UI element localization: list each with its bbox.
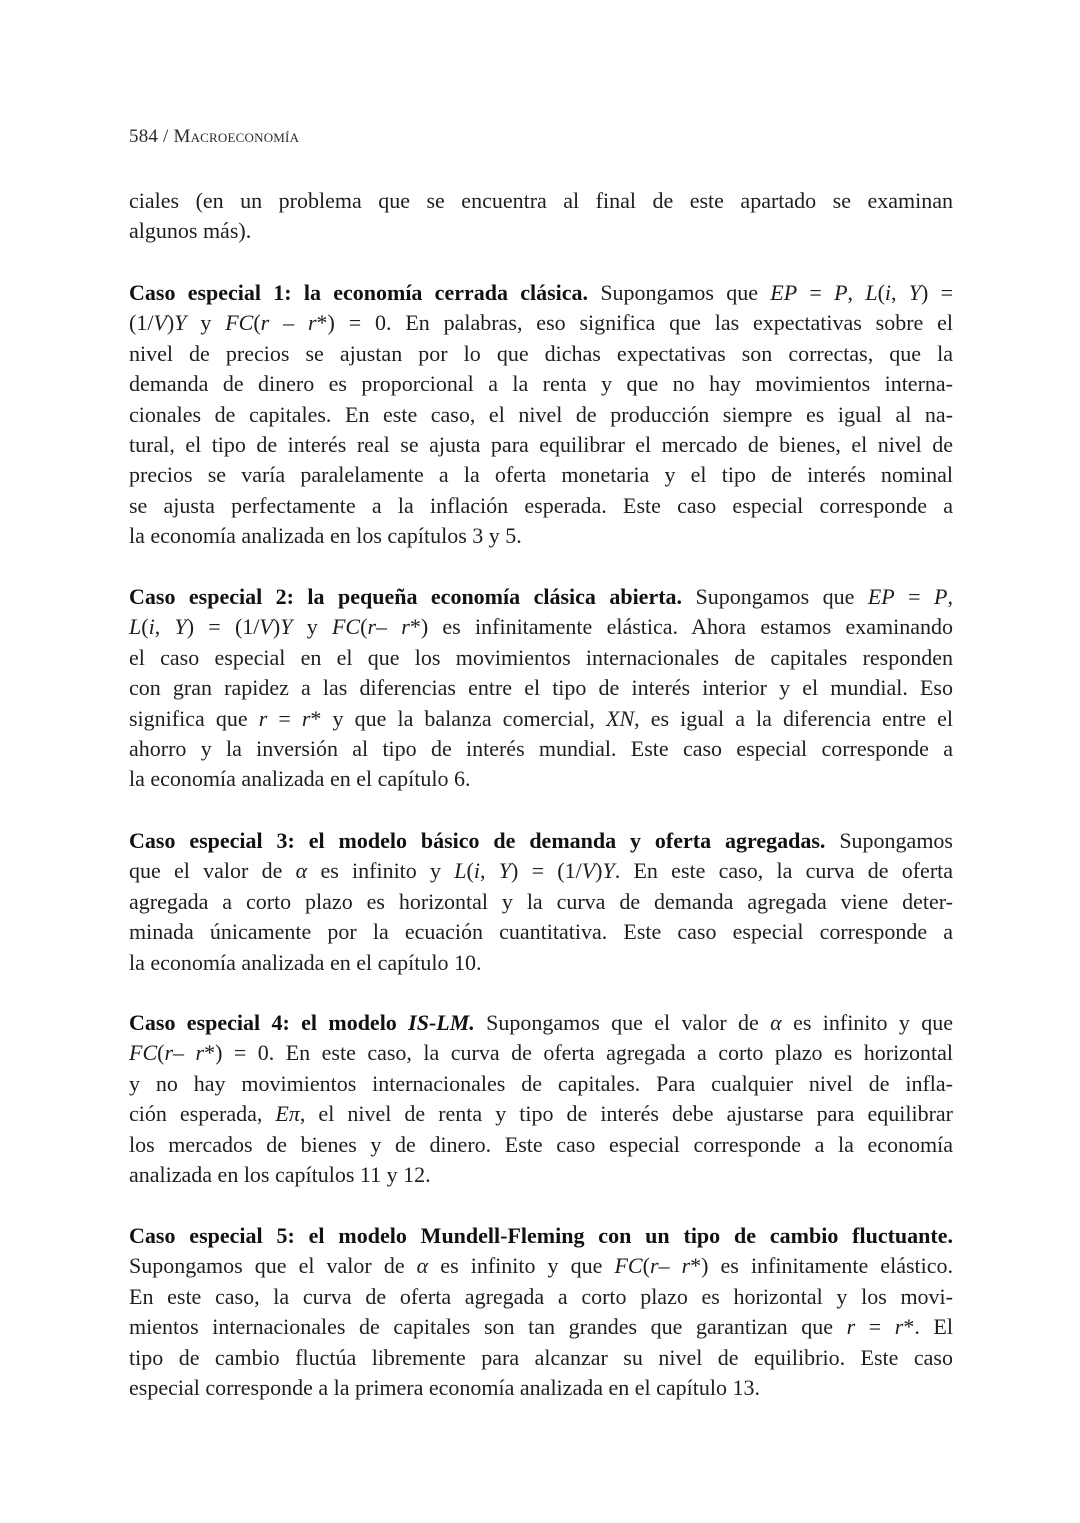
- text-run: *. El: [903, 1314, 953, 1340]
- text-run: (: [360, 614, 368, 640]
- math-symbol: P: [934, 584, 948, 609]
- text-run: ): [595, 858, 603, 884]
- text-run: se ajusta perfectamente a la inflación esperada. Este caso especial corresponde a: [129, 492, 953, 518]
- text-line: [129, 460, 953, 490]
- text-line: [129, 1130, 953, 1160]
- text-line: [129, 612, 953, 642]
- text-run: (: [157, 1040, 165, 1066]
- text-run: –: [269, 310, 308, 336]
- text-run: y: [292, 614, 332, 640]
- text-run: ,: [847, 280, 866, 305]
- text-run: =: [855, 1314, 895, 1340]
- text-line: [129, 734, 953, 764]
- case-heading: Caso especial 5: el modelo Mundell-Fleming con un tipo de cambio fluctuante.: [129, 1223, 953, 1248]
- math-symbol: r: [367, 614, 376, 640]
- case-heading: Caso especial 3: el modelo básico de demanda y oferta agregadas.: [129, 828, 826, 853]
- text-run: (: [642, 1253, 650, 1279]
- text-run: ): [272, 614, 281, 640]
- case-heading: Caso especial 2: la pequeña economía clásica abierta.: [129, 584, 683, 609]
- text-run: ,: [154, 614, 175, 640]
- text-run: la economía analizada en el capítulo 6.: [129, 766, 471, 792]
- text-run: analizada en los capítulos 11 y 12.: [129, 1161, 431, 1187]
- text-line: [129, 887, 953, 917]
- math-symbol: Eπ: [275, 1101, 300, 1127]
- math-symbol: α: [295, 858, 308, 884]
- text-run: –: [376, 614, 402, 640]
- text-run: precios se varía paralelamente a la oferta monetaria y el tipo de interés nominal: [129, 462, 953, 488]
- math-symbol: i: [884, 280, 892, 305]
- text-run: –: [658, 1253, 682, 1279]
- text-line: [129, 339, 953, 369]
- text-line: [129, 764, 953, 794]
- math-symbol: Y: [174, 614, 187, 640]
- math-symbol: r: [195, 1040, 205, 1066]
- math-symbol: Y: [908, 280, 922, 305]
- text-line: [129, 673, 953, 703]
- text-run: la economía analizada en el capítulo 10.: [129, 949, 482, 975]
- text-run: agregada a corto plazo es horizontal y la curva de demanda agregada viene deter-: [129, 888, 953, 914]
- text-line: [129, 400, 953, 430]
- text-line: [129, 1343, 953, 1373]
- text-run: con gran rapidez a las diferencias entre el tipo de interés interior y el mundial. Eso: [129, 675, 953, 701]
- math-symbol: α: [770, 1010, 782, 1035]
- text-line: [129, 308, 953, 338]
- text-run: ,: [891, 280, 909, 305]
- text-line: [129, 1373, 953, 1403]
- math-symbol: FC: [225, 310, 254, 336]
- text-run: ) = (1/: [186, 614, 260, 640]
- text-line: [129, 582, 953, 612]
- math-symbol: r: [681, 1253, 691, 1279]
- math-symbol: r: [649, 1253, 659, 1279]
- text-run: (1/: [129, 310, 154, 336]
- text-run: y: [186, 310, 226, 336]
- text-run: * y que la balanza comercial,: [310, 705, 606, 731]
- text-run: mientos internacionales de capitales son tan grandes que garantizan que: [129, 1314, 847, 1340]
- text-run: En este caso, la curva de oferta agregada a corto plazo es horizontal y los movi-: [129, 1283, 953, 1309]
- text-run: Supongamos que: [588, 280, 771, 305]
- math-symbol: r: [401, 614, 410, 640]
- text-line: [129, 704, 953, 734]
- text-run: , es igual a la diferencia entre el: [634, 705, 953, 731]
- text-run: *) es infinitamente elástica. Ahora estamos examinando: [409, 614, 953, 640]
- text-run: algunos más).: [129, 218, 252, 244]
- text-line: [129, 1099, 953, 1129]
- book-title: Macroeconomía: [173, 126, 300, 147]
- text-run: ) =: [921, 280, 954, 305]
- text-run: nivel de precios se ajustan por lo que dichas expectativas son correctas, que la: [129, 340, 953, 366]
- text-run: es infinito y: [307, 858, 455, 884]
- text-run: la economía analizada en los capítulos 3 y 5.: [129, 523, 522, 549]
- text-line: [129, 491, 953, 521]
- text-line: [129, 1251, 953, 1281]
- math-symbol: r: [258, 705, 268, 731]
- text-line: [129, 186, 953, 216]
- text-run: demanda de dinero es proporcional a la renta y que no hay movimientos interna-: [129, 371, 953, 397]
- text-run: –: [173, 1040, 196, 1066]
- text-run: significa que: [129, 705, 259, 731]
- header-separator: /: [158, 126, 174, 147]
- text-line: [129, 216, 953, 246]
- text-run: que el valor de: [129, 858, 296, 884]
- text-line: [129, 1160, 953, 1190]
- text-line: [129, 643, 953, 673]
- math-symbol: Y: [280, 614, 293, 640]
- text-run: *) = 0. En palabras, eso significa que las expectativas sobre el: [316, 310, 954, 336]
- text-run: ): [166, 310, 175, 336]
- math-symbol: L: [129, 614, 142, 640]
- math-symbol: EP: [867, 584, 895, 609]
- text-line: [129, 521, 953, 551]
- paragraph-caso-3: [129, 826, 953, 978]
- text-line: [129, 430, 953, 460]
- text-run: tipo de cambio fluctúa libremente para alcanzar su nivel de equilibrio. Este caso: [129, 1344, 953, 1370]
- case-heading: IS-LM.: [408, 1010, 475, 1035]
- math-symbol: i: [473, 858, 480, 884]
- text-run: (: [253, 310, 261, 336]
- text-run: cionales de capitales. En este caso, el nivel de producción siempre es igual al na-: [129, 401, 953, 427]
- text-line: [129, 1038, 953, 1068]
- math-symbol: r: [894, 1314, 904, 1340]
- math-symbol: α: [416, 1253, 429, 1279]
- text-run: =: [797, 280, 835, 305]
- paragraph-caso-4: [129, 1008, 953, 1190]
- running-header: [129, 126, 299, 148]
- text-line: [129, 1221, 953, 1251]
- text-run: es infinito y que: [781, 1010, 953, 1035]
- case-heading: Caso especial 1: la economía cerrada clásica.: [129, 280, 589, 305]
- math-symbol: FC: [129, 1040, 158, 1066]
- text-run: Supongamos: [825, 828, 953, 853]
- text-run: =: [267, 705, 302, 731]
- text-run: especial corresponde a la primera economía analizada en el capítulo 13.: [129, 1374, 760, 1400]
- case-heading: Caso especial 4: el modelo: [129, 1010, 409, 1035]
- text-run: tural, el tipo de interés real se ajusta para equilibrar el mercado de bienes, el nivel de: [129, 431, 953, 457]
- text-run: Supongamos que el valor de: [474, 1010, 771, 1035]
- math-symbol: XN: [606, 705, 635, 731]
- text-run: Supongamos que: [682, 584, 868, 609]
- text-run: *) es infinitamente elástico.: [690, 1253, 954, 1279]
- paragraph-caso-5: [129, 1221, 953, 1403]
- math-symbol: Y: [174, 310, 187, 336]
- text-line: [129, 1008, 953, 1038]
- math-symbol: Y: [498, 858, 512, 884]
- math-symbol: r: [164, 1040, 174, 1066]
- math-symbol: i: [148, 614, 155, 640]
- text-run: ) = (1/: [511, 858, 582, 884]
- text-line: [129, 1312, 953, 1342]
- text-run: los mercados de bienes y de dinero. Este caso especial corresponde a la economía: [129, 1131, 953, 1157]
- text-run: ahorro y la inversión al tipo de interés mundial. Este caso especial corresponde a: [129, 735, 953, 761]
- paragraph-caso-2: [129, 582, 953, 795]
- text-run: *) = 0. En este caso, la curva de oferta agregada a corto plazo es horizontal: [204, 1040, 953, 1066]
- math-symbol: P: [834, 280, 848, 305]
- text-line: [129, 917, 953, 947]
- text-run: es infinito y que: [428, 1253, 615, 1279]
- text-run: (: [466, 858, 474, 884]
- paragraph-intro: [129, 186, 953, 247]
- text-run: ,: [480, 858, 499, 884]
- text-line: [129, 826, 953, 856]
- math-symbol: r: [846, 1314, 856, 1340]
- paragraph-caso-1: [129, 278, 953, 552]
- math-symbol: V: [153, 310, 167, 336]
- math-symbol: EP: [770, 280, 798, 305]
- text-line: [129, 278, 953, 308]
- math-symbol: V: [259, 614, 273, 640]
- math-symbol: r: [301, 705, 311, 731]
- text-run: ción esperada,: [129, 1101, 276, 1127]
- text-line: [129, 948, 953, 978]
- text-run: . En este caso, la curva de oferta: [614, 858, 954, 884]
- math-symbol: V: [581, 858, 596, 884]
- text-run: (: [141, 614, 149, 640]
- text-run: ciales (en un problema que se encuentra al final de este apartado se examinan: [129, 188, 953, 213]
- page-number: 584: [129, 126, 159, 147]
- text-line: [129, 1282, 953, 1312]
- math-symbol: FC: [331, 614, 361, 640]
- math-symbol: L: [454, 858, 467, 884]
- text-run: ,: [947, 584, 953, 609]
- text-line: [129, 1069, 953, 1099]
- math-symbol: r: [307, 310, 317, 336]
- text-run: , el nivel de renta y tipo de interés debe ajustarse para equilibrar: [299, 1101, 954, 1127]
- text-run: Supongamos que el valor de: [129, 1253, 417, 1279]
- text-line: [129, 856, 953, 886]
- text-run: el caso especial en el que los movimientos internacionales de capitales responden: [129, 644, 953, 670]
- text-run: minada únicamente por la ecuación cuantitativa. Este caso especial corresponde a: [129, 919, 953, 945]
- text-run: =: [894, 584, 935, 609]
- text-run: (: [877, 280, 885, 305]
- math-symbol: FC: [614, 1253, 643, 1279]
- text-line: [129, 369, 953, 399]
- text-run: y no hay movimientos internacionales de capitales. Para cualquier nivel de infla-: [129, 1070, 953, 1096]
- math-symbol: Y: [602, 858, 615, 884]
- math-symbol: L: [865, 280, 878, 305]
- math-symbol: r: [260, 310, 270, 336]
